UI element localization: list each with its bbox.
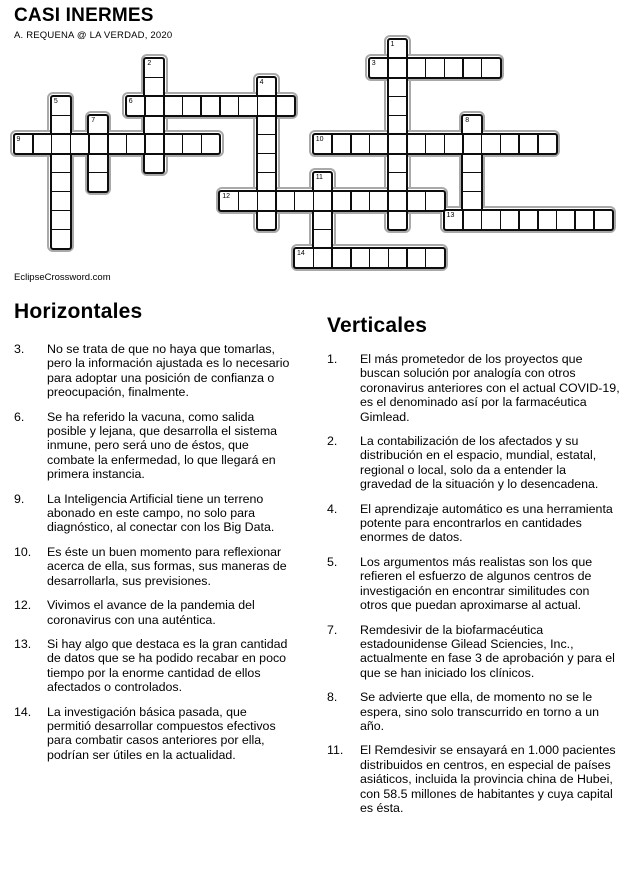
word-block bbox=[293, 247, 446, 269]
cell-separator bbox=[163, 135, 165, 153]
clue-item bbox=[14, 637, 306, 695]
cell-separator bbox=[313, 249, 315, 267]
cell-separator bbox=[88, 135, 90, 153]
cell-number: 9 bbox=[16, 135, 21, 143]
cell-separator bbox=[387, 59, 389, 77]
clue-number: 2. bbox=[327, 434, 338, 449]
cell-separator bbox=[518, 135, 520, 153]
cell-number: 2 bbox=[147, 59, 152, 67]
cell-separator bbox=[52, 172, 70, 174]
word-block bbox=[312, 133, 558, 155]
cell-number: 13 bbox=[446, 211, 455, 219]
cell-separator bbox=[425, 249, 427, 267]
cell-separator bbox=[406, 192, 408, 210]
cell-separator bbox=[481, 135, 483, 153]
cell-separator bbox=[389, 172, 407, 174]
clue-text: El aprendizaje automático es una herramienta potente para encontrarlos en cantidades enormes de datos. bbox=[360, 501, 613, 545]
cell-separator bbox=[406, 249, 408, 267]
clue-text: Vivimos el avance de la pandemia del coronavirus con una auténtica. bbox=[47, 598, 255, 627]
cell-separator bbox=[574, 211, 576, 229]
cell-separator bbox=[163, 97, 165, 115]
cell-separator bbox=[145, 77, 163, 79]
clue-item bbox=[14, 342, 306, 400]
cell-separator bbox=[275, 192, 277, 210]
clue-text: Si hay algo que destaca es la gran cantidad de datos que se ha podido recabar en poco tiempo por la enorme cantidad de ellos afectados o controlados. bbox=[47, 636, 288, 695]
cell-separator bbox=[294, 192, 296, 210]
cell-separator bbox=[518, 211, 520, 229]
cell-separator bbox=[406, 135, 408, 153]
cell-number: 4 bbox=[259, 78, 264, 86]
clue-text: No se trata de que no haya que tomarlas, pero la información ajustada es lo necesario para adoptar una posición de confianza o preocupación, finalmente. bbox=[47, 342, 290, 400]
clue-number: 14. bbox=[14, 704, 32, 719]
cell-separator bbox=[313, 192, 315, 210]
cell-separator bbox=[52, 115, 70, 117]
cell-number: 3 bbox=[371, 59, 376, 67]
clue-item bbox=[327, 434, 620, 492]
down-heading: Verticales bbox=[327, 314, 428, 337]
cell-separator bbox=[387, 135, 389, 153]
clue-item bbox=[327, 623, 620, 681]
cell-separator bbox=[238, 97, 240, 115]
cell-number: 6 bbox=[128, 97, 133, 105]
across-heading: Horizontales bbox=[14, 300, 143, 323]
clue-text: Es éste un buen momento para reflexionar acerca de ella, sus formas, sus maneras de desarrollarla, sus previsiones. bbox=[47, 544, 287, 588]
cell-separator bbox=[500, 135, 502, 153]
clue-text: Se advierte que ella, de momento no se le espera, sino solo transcurrido en torno a un año. bbox=[360, 690, 600, 733]
cell-number: 7 bbox=[91, 116, 96, 124]
cell-separator bbox=[144, 97, 146, 115]
cell-separator bbox=[556, 211, 558, 229]
clue-text: La contabilización de los afectados y su distribución en el espacio, mundial, estatal, regional o local, solo da a entender la gravedad de la situación y lo desencadena. bbox=[360, 434, 599, 492]
cell-number: 5 bbox=[53, 97, 58, 105]
crossword-grid bbox=[0, 0, 624, 270]
clue-item bbox=[14, 492, 306, 535]
clue-text: Los argumentos más realistas son los que refieren el esfuerzo de algunos centros de investigación en encontrar similitudes con otros que puedan aproximarse al actual. bbox=[360, 554, 593, 613]
clue-item bbox=[14, 410, 306, 482]
word-block bbox=[218, 190, 445, 212]
clue-text: El Remdesivir se ensayará en 1.000 pacientes distribuidos en centros, en especial de países asiáticos, incluida la provincia china de Hubei, con 58.5 millones de habitantes y cuya capital es ésta. bbox=[360, 743, 616, 815]
clue-item bbox=[327, 743, 620, 815]
cell-separator bbox=[593, 211, 595, 229]
clue-number: 10. bbox=[14, 544, 32, 559]
across-section bbox=[14, 300, 306, 772]
cell-separator bbox=[52, 191, 70, 193]
cell-separator bbox=[258, 172, 276, 174]
word-block bbox=[13, 133, 222, 155]
cell-separator bbox=[126, 135, 128, 153]
word-block bbox=[443, 209, 614, 231]
cell-separator bbox=[331, 192, 333, 210]
cell-separator bbox=[52, 229, 70, 231]
cell-separator bbox=[257, 192, 259, 210]
cell-separator bbox=[462, 211, 464, 229]
clue-number: 6. bbox=[14, 409, 25, 424]
clue-item bbox=[327, 502, 620, 545]
cell-separator bbox=[462, 135, 464, 153]
cell-number: 12 bbox=[222, 192, 230, 200]
cell-separator bbox=[463, 191, 481, 193]
cell-number: 10 bbox=[315, 135, 324, 143]
cell-separator bbox=[500, 211, 502, 229]
clue-number: 5. bbox=[327, 554, 338, 569]
word-block bbox=[50, 95, 72, 250]
down-section bbox=[327, 314, 620, 825]
cell-separator bbox=[425, 135, 427, 153]
cell-separator bbox=[425, 59, 427, 77]
clue-item bbox=[327, 690, 620, 733]
clue-text: La investigación básica pasada, que permitió desarrollar compuestos efectivos para combatir casos anteriores por ella, podrían ser útiles en la actualidad. bbox=[47, 704, 276, 762]
cell-separator bbox=[257, 97, 259, 115]
clue-number: 9. bbox=[14, 491, 25, 506]
cell-separator bbox=[144, 135, 146, 153]
cell-separator bbox=[331, 135, 333, 153]
clue-text: Remdesivir de la biofarmacéutica estadounidense Gilead Sciencies, Inc., actualmente en fase 3 de aprobación y para el que se han iniciado los clínicos. bbox=[360, 622, 615, 680]
down-clue-list bbox=[327, 352, 620, 815]
cell-separator bbox=[70, 135, 72, 153]
cell-separator bbox=[200, 97, 202, 115]
cell-separator bbox=[444, 59, 446, 77]
credit-line: EclipseCrossword.com bbox=[14, 272, 111, 283]
cell-separator bbox=[350, 192, 352, 210]
across-clue-list bbox=[14, 342, 306, 762]
cell-number: 14 bbox=[297, 249, 305, 257]
cell-separator bbox=[238, 192, 240, 210]
clue-text: El más prometedor de los proyectos que buscan solución por analogía con otros coronavirus anteriores con el actual COVID-19, es el denominado así por la farmacéutica Gimlead. bbox=[360, 352, 620, 424]
cell-separator bbox=[275, 97, 277, 115]
clue-item bbox=[327, 555, 620, 613]
clue-number: 13. bbox=[14, 636, 32, 651]
cell-separator bbox=[201, 135, 203, 153]
cell-number: 11 bbox=[315, 173, 323, 181]
cell-separator bbox=[89, 172, 107, 174]
cell-separator bbox=[51, 135, 53, 153]
cell-separator bbox=[481, 59, 483, 77]
clue-text: Se ha referido la vacuna, como salida posible y lejana, que desarrolla el sistema inmune, pero será uno de éstos, que combate la enfermedad, lo que llegará en primera instancia. bbox=[47, 409, 278, 482]
page-title: CASI INERMES bbox=[14, 5, 154, 26]
cell-separator bbox=[314, 229, 332, 231]
cell-separator bbox=[32, 135, 34, 153]
cell-separator bbox=[463, 172, 481, 174]
cell-separator bbox=[219, 97, 221, 115]
cell-separator bbox=[425, 192, 427, 210]
cell-separator bbox=[258, 153, 276, 155]
cell-separator bbox=[52, 210, 70, 212]
clue-item bbox=[14, 545, 306, 588]
cell-separator bbox=[369, 192, 371, 210]
cell-separator bbox=[182, 97, 184, 115]
cell-number: 1 bbox=[390, 40, 395, 48]
cell-separator bbox=[388, 249, 390, 267]
clue-number: 1. bbox=[327, 352, 338, 366]
clue-item bbox=[14, 598, 306, 627]
cell-separator bbox=[350, 249, 352, 267]
cell-separator bbox=[369, 249, 371, 267]
cell-number: 8 bbox=[465, 116, 470, 124]
cell-separator bbox=[406, 59, 408, 77]
clue-text: La Inteligencia Artificial tiene un terreno abonado en este campo, no solo para diagnóstico, al conectar con los Big Data. bbox=[47, 491, 275, 535]
cell-separator bbox=[537, 211, 539, 229]
word-block bbox=[125, 95, 296, 117]
cell-separator bbox=[258, 134, 276, 136]
page-subtitle: A. REQUENA @ LA VERDAD, 2020 bbox=[14, 30, 173, 41]
cell-separator bbox=[537, 135, 539, 153]
cell-separator bbox=[444, 135, 446, 153]
cell-separator bbox=[350, 135, 352, 153]
clue-number: 11. bbox=[327, 743, 344, 758]
cell-separator bbox=[389, 96, 407, 98]
cell-separator bbox=[369, 135, 371, 153]
clue-item bbox=[327, 352, 620, 424]
cell-separator bbox=[107, 135, 109, 153]
clue-number: 12. bbox=[14, 598, 32, 613]
cell-separator bbox=[481, 211, 483, 229]
cell-separator bbox=[462, 59, 464, 77]
cell-separator bbox=[331, 249, 333, 267]
clue-number: 7. bbox=[327, 622, 338, 637]
clue-number: 4. bbox=[327, 501, 338, 516]
cell-separator bbox=[182, 135, 184, 153]
cell-separator bbox=[387, 192, 389, 210]
clue-number: 8. bbox=[327, 690, 338, 705]
clue-number: 3. bbox=[14, 342, 25, 356]
cell-separator bbox=[389, 115, 407, 117]
word-block bbox=[368, 57, 502, 79]
clue-item bbox=[14, 705, 306, 763]
